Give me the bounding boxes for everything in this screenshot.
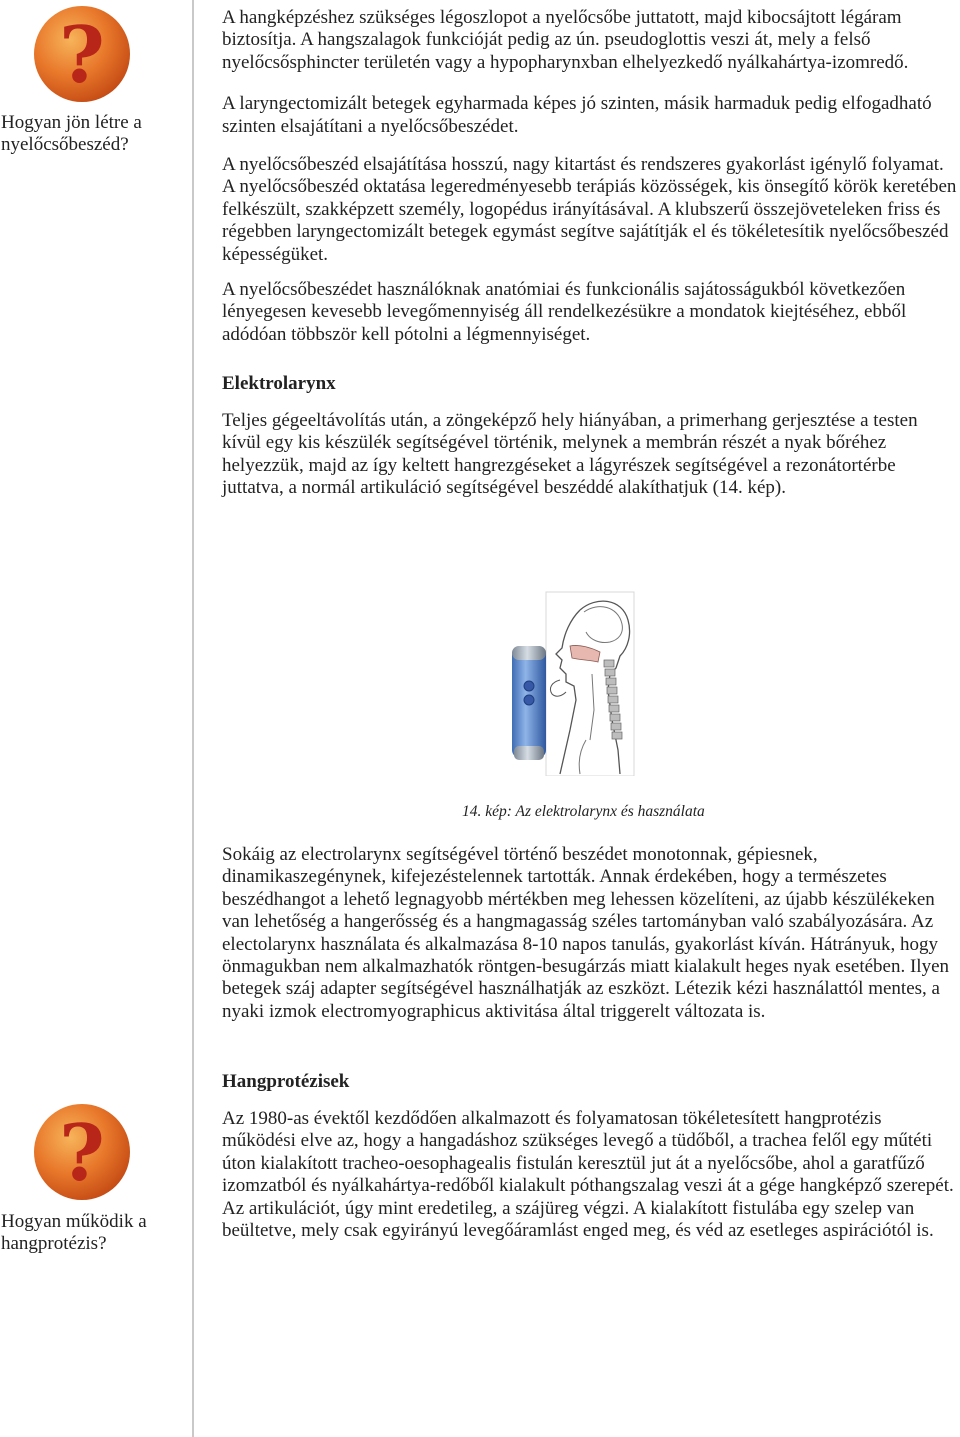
- question-mark-icon: [30, 1100, 134, 1204]
- sidebar-question-2: Hogyan működik a hangprotézis?: [1, 1211, 147, 1254]
- paragraph: Sokáig az electrolarynx segítségével történő beszédet monotonnak, gépiesnek, dinamikaszegénynek, kifejezéstelennek tartották. Annak érdekében, hogy a természetes beszédhangot a lehető legnagyobb mértékben meg lehessen közelíteni, az újabb készülékeken van lehetőség a hangerősség és a hangmagasság széles tartományban való szabályozására. Az electolarynx használata és alkalmazása 8-10 napos tanulás, gyakorlást kíván. Hátrányuk, hogy önmagukban nem alkalmazhatók röntgen-besugárzás miatt kialakult heges nyak esetében. Ilyen betegek száj adapter segítségével használhatják az eszközt. Létezik kézi használattól mentes, a nyaki izmok electromyographicus aktivitása által triggerelt változata is.: [222, 844, 950, 1022]
- paragraph: Teljes gégeeltávolítás után, a zöngeképző hely hiányában, a primerhang gerjesztése a testen kívül egy kis készülék segítségével történik, melynek a membrán részét a nyak bőréhez helyezzük, majd az így keltett hangrezgéseket a lágyrészek segítségével a rezonátortérbe juttatva, a normál artikuláció segítségével beszéddé alakíthatjuk (14. kép).: [222, 410, 918, 499]
- figure-caption: 14. kép: Az elektrolarynx és használata: [462, 803, 705, 820]
- paragraph: Az 1980-as évektől kezdődően alkalmazott és folyamatosan tökéletesített hangprotézis működési elve az, hogy a hangadáshoz szükséges levegő a tüdőből, a trachea felől egy műtéti úton kialakított tracheo-oesophagealis fistulán keresztül jut át a nyelőcsőbe, ahol a garatfűző izomzatból és nyálkahártya-redőből kialakult póthangszalag veszi át a gége hangképző szerepét. Az artikulációt, úgy mint eredetileg, a szájüreg végzi. A kialakított fistulába egy szelep van beültetve, mely csak egyirányú levegőáramlást enged meg, és véd az esetleges aspirációtól is.: [222, 1108, 954, 1242]
- paragraph: A hangképzéshez szükséges légoszlopot a nyelőcsőbe juttatott, majd kibocsájtott légáram biztosítja. A hangszalagok funkcióját pedig az ún. pseudoglottis veszi át, mely a felső nyelőcsősphincter területén vagy a hypopharynxban elhelyezkedő nyálkahártya-izomredő.: [222, 7, 909, 73]
- section-heading: Elektrolarynx: [222, 373, 336, 394]
- electrolarynx-illustration: [500, 590, 640, 776]
- paragraph: A nyelőcsőbeszéd elsajátítása hosszú, nagy kitartást és rendszeres gyakorlást igénylő folyamat. A nyelőcsőbeszéd oktatása legeredményesebb terápiás közösségek, kis önsegítő körök keretében felkészült, szakképzett személy, logopédus irányításával. A klubszerű összejöveteleken friss és régebben laryngectomizált betegek egymást segítve sajátítják el és tökéletesítik nyelőcsőbeszéd képességüket.: [222, 154, 957, 265]
- paragraph: A nyelőcsőbeszédet használóknak anatómiai és funkcionális sajátosságukból következően lényegesen kevesebb levegőmennyiség áll rendelkezésükre a mondatok kiejtéséhez, ebből adódóan többször kell pótolni a légmennyiséget.: [222, 279, 907, 345]
- section-nyelocsobeszed: [222, 7, 960, 346]
- svg-text:?: ?: [59, 10, 105, 101]
- question-mark-icon: [30, 2, 134, 106]
- section-heading: Hangprotézisek: [222, 1071, 350, 1092]
- sidebar-divider: [192, 0, 194, 1437]
- svg-text:?: ?: [59, 1108, 105, 1199]
- section-elektrolarynx-continued: [222, 844, 960, 1023]
- sidebar-question-1: Hogyan jön létre a nyelőcsőbeszéd?: [1, 112, 142, 155]
- section-elektrolarynx: [222, 373, 960, 519]
- section-hangprotezisek: [222, 1071, 960, 1261]
- paragraph: A laryngectomizált betegek egyharmada képes jó szinten, másik harmaduk pedig elfogadható szinten elsajátítani a nyelőcsőbeszédet.: [222, 93, 932, 137]
